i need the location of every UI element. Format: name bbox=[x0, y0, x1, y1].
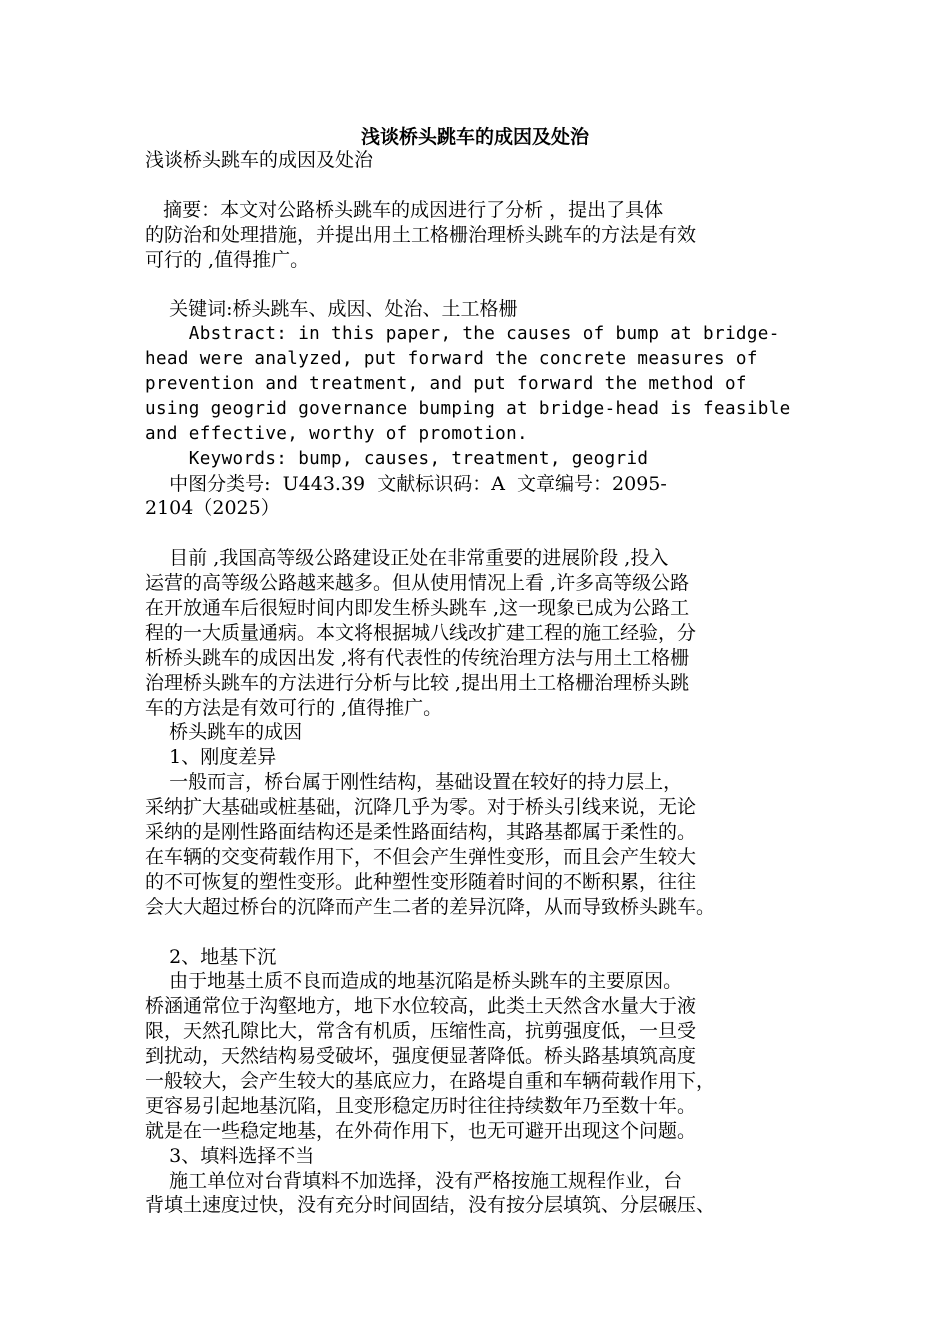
abstract-cn-line: 的防治和处理措施，并提出用土工格栅治理桥头跳车的方法是有效 bbox=[145, 223, 697, 246]
paragraph-line: 一般而言，桥台属于刚性结构，基础设置在较好的持力层上， bbox=[145, 771, 683, 794]
paragraph-line: 就是在一些稳定地基，在外荷作用下，也无可避开出现这个问题。 bbox=[145, 1119, 697, 1142]
classification-line: 中图分类号: U443.39 文献标识码：A 文章编号：2095- bbox=[145, 472, 667, 495]
paragraph-line: 桥涵通常位于沟壑地方，地下水位较高，此类土天然含水量大于液 bbox=[145, 995, 697, 1018]
intro-paragraph-line: 程的一大质量通病。本文将根据城八线改扩建工程的施工经验，分 bbox=[145, 621, 697, 644]
blank-line bbox=[145, 272, 807, 297]
abstract-cn-line: 摘要：本文对公路桥头跳车的成因进行了分析 ，提出了具体 bbox=[145, 198, 664, 221]
classification-line: 2104（2025） bbox=[145, 497, 280, 520]
paragraph-line: 在车辆的交变荷载作用下，不但会产生弹性变形，而且会产生较大 bbox=[145, 845, 697, 868]
intro-paragraph-line: 运营的高等级公路越来越多。但从使用情况上看 ,许多高等级公路 bbox=[145, 572, 690, 595]
paragraph-line: 采纳的是刚性路面结构还是柔性路面结构，其路基都属于柔性的。 bbox=[145, 821, 697, 844]
intro-paragraph-line: 析桥头跳车的成因出发 ,将有代表性的传统治理方法与用土工格栅 bbox=[145, 646, 690, 669]
subsection-heading: 2、地基下沉 bbox=[145, 945, 277, 968]
paragraph-line: 采纳扩大基础或桩基础，沉降几乎为零。对于桥头引线来说，无论 bbox=[145, 796, 697, 819]
abstract-en-line: head were analyzed, put forward the concrete measures of bbox=[145, 349, 758, 370]
intro-paragraph-line: 在开放通车后很短时间内即发生桥头跳车 ,这一现象已成为公路工 bbox=[145, 597, 690, 620]
abstract-en-line: and effective, worthy of promotion. bbox=[145, 423, 528, 444]
blank-line bbox=[145, 173, 807, 198]
paragraph-line: 由于地基土质不良而造成的地基沉陷是桥头跳车的主要原因。 bbox=[145, 970, 683, 993]
paragraph-line: 限，天然孔隙比大，常含有机质，压缩性高，抗剪强度低，一旦受 bbox=[145, 1020, 697, 1043]
document-body bbox=[145, 148, 807, 1218]
abstract-cn-line: 可行的 ,值得推广。 bbox=[145, 248, 310, 271]
subsection-heading: 1、刚度差异 bbox=[145, 746, 277, 769]
subsection-heading: 3、填料选择不当 bbox=[145, 1144, 315, 1167]
blank-line bbox=[145, 521, 807, 546]
subtitle-line: 浅谈桥头跳车的成因及处治 bbox=[145, 149, 374, 171]
paragraph-line: 的不可恢复的塑性变形。此种塑性变形随着时间的不断积累，往往 bbox=[145, 870, 697, 893]
abstract-en-line: Abstract: in this paper, the causes of bump at bridge- bbox=[145, 324, 780, 345]
intro-paragraph-line: 治理桥头跳车的方法进行分析与比较 ,提出用土工格栅治理桥头跳 bbox=[145, 671, 690, 694]
abstract-en-line: using geogrid governance bumping at bridge-head is feasible bbox=[145, 398, 791, 419]
intro-paragraph-line: 目前 ,我国高等级公路建设正处在非常重要的进展阶段 ,投入 bbox=[145, 547, 669, 570]
paragraph-line: 背填土速度过快，没有充分时间固结，没有按分层填筑、分层碾压、 bbox=[145, 1194, 716, 1217]
section-heading: 桥头跳车的成因 bbox=[145, 721, 303, 744]
paragraph-line: 到扰动，天然结构易受破坏，强度便显著降低。桥头路基填筑高度 bbox=[145, 1045, 697, 1068]
blank-line bbox=[145, 920, 807, 945]
keywords-cn-line: 关键词:桥头跳车、成因、处治、土工格栅 bbox=[145, 298, 518, 321]
intro-paragraph-line: 车的方法是有效可行的 ,值得推广。 bbox=[145, 696, 443, 719]
paragraph-line: 一般较大，会产生较大的基底应力，在路堤自重和车辆荷载作用下， bbox=[145, 1069, 716, 1092]
abstract-en-line: prevention and treatment, and put forward the method of bbox=[145, 374, 747, 395]
paragraph-line: 会大大超过桥台的沉降而产生二者的差异沉降，从而导致桥头跳车。 bbox=[145, 895, 716, 918]
keywords-en-line: Keywords: bump, causes, treatment, geogrid bbox=[145, 448, 649, 469]
paragraph-line: 更容易引起地基沉陷，且变形稳定历时往往持续数年乃至数十年。 bbox=[145, 1094, 697, 1117]
document-title: 浅谈桥头跳车的成因及处治 bbox=[360, 126, 589, 148]
paragraph-line: 施工单位对台背填料不加选择，没有严格按施工规程作业，台 bbox=[145, 1169, 683, 1192]
